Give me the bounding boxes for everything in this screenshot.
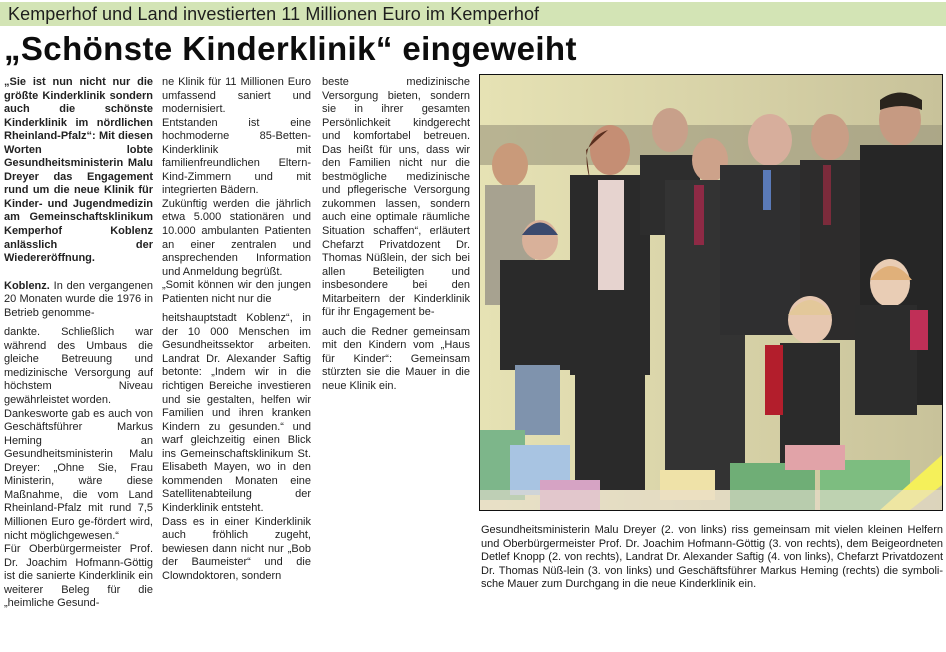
lead-paragraph: „Sie ist nun nicht nur die größte Kinderklinik sondern auch die schönste Kinderklinik im nördlichen Rheinland-Pfalz“: Mit diesen Worten lobte Gesundheitsministerin Malu Dreyer das Engagement rund um die neue Klinik für Kinder- und Jugendmedizin am Gemeinschaftsklinikum Kemperhof Koblenz anlässlich der Wiedereröffnung. — [4, 76, 153, 265]
photo-illustration — [480, 75, 942, 510]
body-paragraph: Entstanden ist eine hochmoderne 85-Betten-Kinderklinik mit familienfreundlichen Eltern-Kind-Zimmern und mit integrierten Bädern. — [162, 116, 311, 197]
body-paragraph: beste medizinische Versorgung bieten, sondern sie in ihrer gesamten Persönlichkeit kindgerecht und komfortabel betreuen. Das heißt für uns, dass wir den Familien nicht nur die bestmögliche medizinische und pflegerische Versorgung zukommen lassen, sondern auch eine optimale räumliche Situation schaffen“, erläutert Chefarzt Privatdozent Dr. Thomas Nüßlein, der sich bei allen Beteiligten und insbesondere bei den Mitarbeitern der Kinderklinik für ihr Engagement be- — [322, 76, 470, 319]
body-paragraph: heitshauptstadt Koblenz“, in der 10 000 Menschen im Gesundheitssektor arbeiten. Landrat Dr. Alexander Saftig betonte: „Indem wir in die richtigen Bereiche investieren und sie gestalten, helfen wir Familien und ihren kranken Kindern zu gesunden.“ und warf gleichzeitig einen Blick ins Gemeinschaftsklinikum St. Elisabeth Mayen, wo in den kommenden Monaten eine Satellitenabteilung der Kinderklinik entsteht. — [162, 312, 311, 514]
dateline: Koblenz. — [4, 279, 50, 292]
body-paragraph: Zukünftig werden die jährlich etwa 5.000 stationären und 10.000 ambulanten Patienten an einer zentralen und ansprechenden Information und Anmeldung begrüßt. — [162, 197, 311, 278]
kicker-bar — [0, 2, 946, 26]
column-1 — [4, 76, 153, 611]
body-paragraph — [4, 280, 153, 321]
body-paragraph: Dass es in einer Kinderklinik auch fröhlich zugeht, bewiesen dann nicht nur „Bob der Baumeister“ und die Clowndoktoren, sondern — [162, 515, 311, 582]
photo-caption: Gesundheitsministerin Malu Dreyer (2. von links) riss gemeinsam mit vielen kleinen Helfern und Oberbürgermeister Prof. Dr. Joachim Hofmann-Göttig (3. von rechts), dem Beigeordneten Detlef Knopp (2. von rechts), Landrat Dr. Alexander Saftig (4. von links), Chefarzt Privatdozent Dr. Thomas Nüß-lein (3. von links) und Geschäftsführer Markus Heming (rechts) die symboli-sche Mauer zum Durchgang in die neue Kinderklinik ein. — [481, 524, 943, 591]
column-3 — [322, 76, 470, 394]
body-paragraph: Dankesworte gab es auch von Geschäftsführer Markus Heming an Gesundheitsministerin Malu Dreyer: „Ohne Sie, Frau Ministerin, wäre diese Maßnahme, die vom Land Rheinland-Pfalz mit rund 7,5 Millionen Euro ge-fördert wird, nicht möglichgewesen.“ — [4, 407, 153, 542]
body-paragraph: ne Klinik für 11 Millionen Euro umfassend saniert und modernisiert. — [162, 76, 311, 116]
body-text: In den vergangenen 20 Monaten wurde die 1976 in Betrieb genomme- — [4, 279, 153, 319]
kicker-text: Kemperhof und Land investierten 11 Millionen Euro im Kemperhof — [8, 4, 540, 24]
body-paragraph: dankte. Schließlich war während des Umbaus die gleiche Betreuung und medizinische Versorgung auf höchstem Niveau gewährleistet worden. — [4, 326, 153, 407]
body-paragraph: auch die Redner gemeinsam mit den Kindern vom „Haus für Kinder“: Gemeinsam stürzten sie die Mauer in die neue Klinik ein. — [322, 325, 470, 393]
body-paragraph: Für Oberbürgermeister Prof. Dr. Joachim Hofmann-Göttig ist die sanierte Kinderklinik ein weiterer Beleg für die „heimliche Gesund- — [4, 543, 153, 610]
article-photo — [479, 74, 943, 511]
body-paragraph: „Somit können wir den jungen Patienten nicht nur die — [162, 279, 311, 305]
column-2 — [162, 76, 311, 583]
headline: „Schönste Kinderklinik“ eingeweiht — [4, 30, 577, 67]
